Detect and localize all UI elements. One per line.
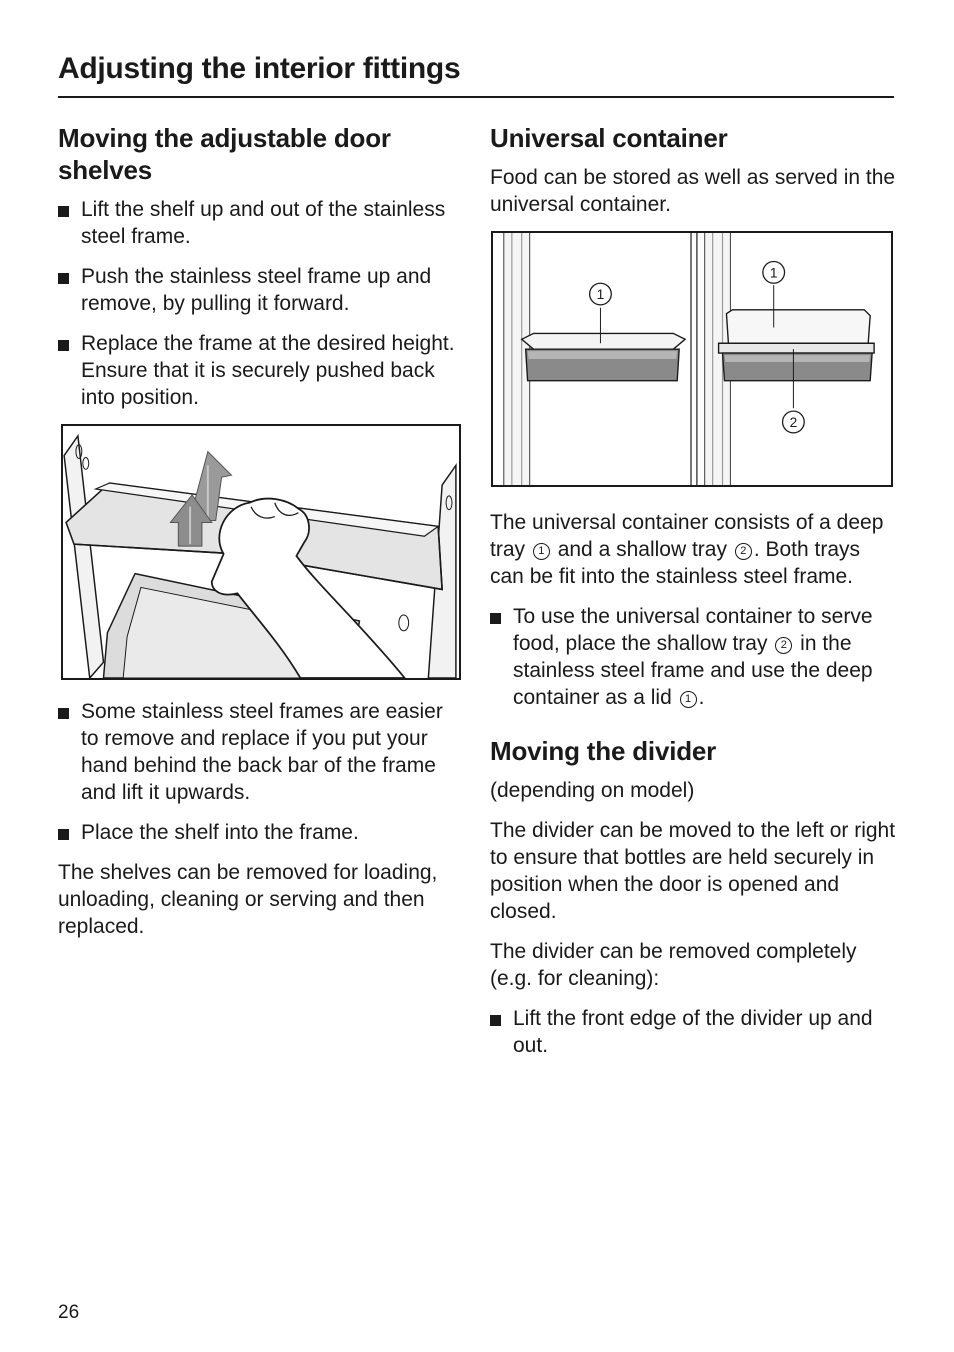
callout-1-inline: 1 — [533, 543, 550, 560]
list-item: Replace the frame at the desired height. Ensure that it is securely pushed back into position. — [58, 330, 462, 411]
bullet-square-icon — [58, 340, 69, 351]
container-intro: Food can be stored as well as served in the universal container. — [490, 166, 896, 216]
divider-heading: Moving the divider — [490, 736, 717, 766]
bullet-square-icon — [490, 613, 501, 624]
callout-label: 2 — [789, 414, 798, 430]
bullet-square-icon — [58, 273, 69, 284]
door-shelves-heading: Moving the adjustable door shelves — [58, 123, 391, 185]
callout-1-inline: 1 — [680, 691, 697, 708]
list-item: Push the stainless steel frame up and remove, by pulling it forward. — [58, 263, 462, 317]
bullet-square-icon — [490, 1015, 501, 1026]
container-with-lid-right — [719, 310, 875, 381]
deep-tray-left — [522, 333, 685, 380]
list-item: To use the universal container to serve food, place the shallow tray 2 in the stainless steel frame and use the deep container as a lid 1 . — [490, 603, 896, 711]
callout-label: 1 — [596, 286, 605, 302]
right-column — [490, 122, 896, 1072]
page-number: 26 — [58, 1302, 80, 1323]
door-wall-left — [64, 436, 103, 678]
divider-paragraph-1: The divider can be moved to the left or right to ensure that bottles are held securely in position when the door is opened and closed. — [490, 819, 896, 923]
universal-container-illustration — [491, 231, 893, 487]
list-item: Some stainless steel frames are easier to remove and replace if you put your hand behind the back bar of the frame and lift it upwards. — [58, 698, 462, 806]
callout-2-inline: 2 — [735, 543, 752, 560]
callout-2-inline: 2 — [775, 637, 792, 654]
universal-container-heading: Universal container — [490, 123, 728, 153]
container-description: The universal container consists of a deep tray 1 and a shallow tray 2 . Both trays can be fit into the stainless steel frame. — [490, 511, 884, 588]
divider-paragraph-2: The divider can be removed completely (e.g. for cleaning): — [490, 940, 857, 990]
bullet-square-icon — [58, 708, 69, 719]
left-column — [58, 122, 462, 953]
divider-model-note: (depending on model) — [490, 779, 695, 802]
door-shelf-removal-illustration — [61, 424, 461, 680]
bullet-square-icon — [58, 206, 69, 217]
shelves-closing-text: The shelves can be removed for loading, unloading, cleaning or serving and then replaced. — [58, 861, 438, 938]
page-title: Adjusting the interior fittings — [58, 52, 894, 98]
list-item: Place the shelf into the frame. — [58, 819, 462, 846]
callout-label: 1 — [769, 265, 778, 281]
bullet-square-icon — [58, 829, 69, 840]
list-item: Lift the front edge of the divider up and out. — [490, 1005, 896, 1059]
list-item: Lift the shelf up and out of the stainless steel frame. — [58, 196, 462, 250]
